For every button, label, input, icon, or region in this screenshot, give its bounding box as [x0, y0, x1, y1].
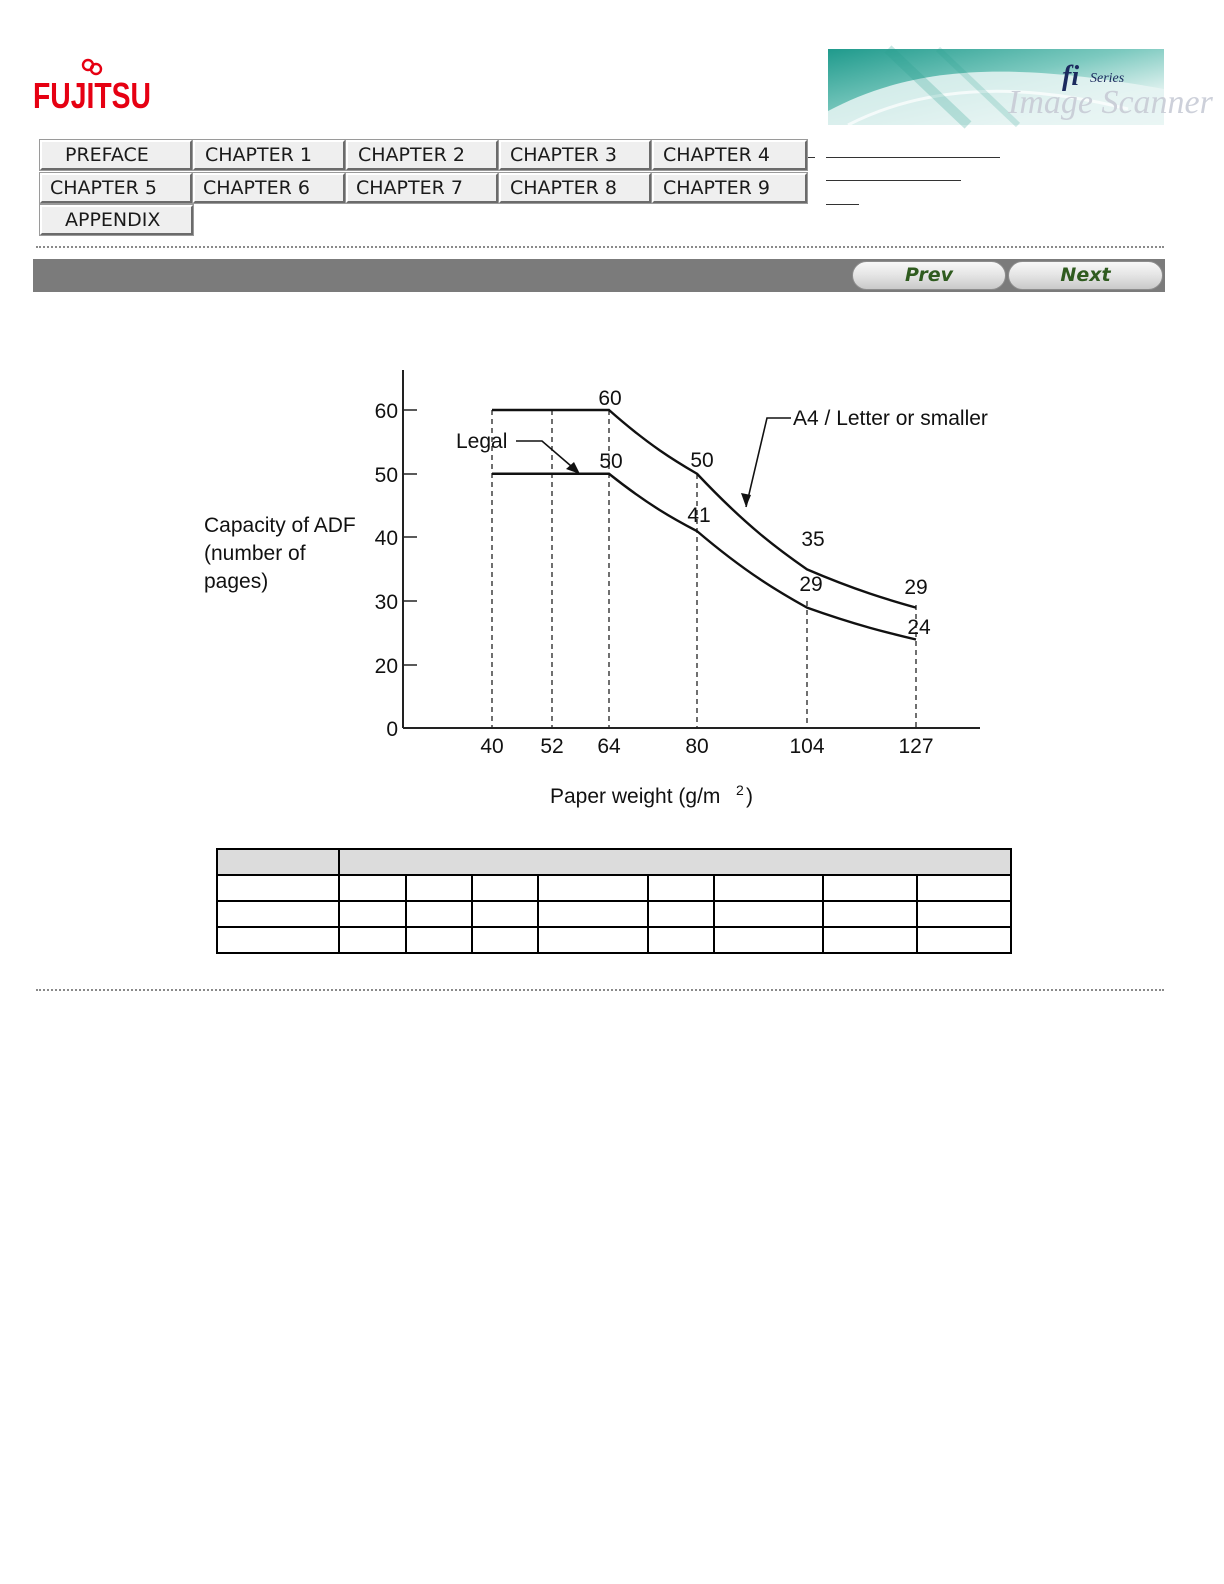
y-tick-label-50: 50	[374, 464, 398, 487]
table-cell	[714, 901, 823, 927]
capacity-table	[216, 848, 1012, 954]
x-tick-label-127: 127	[898, 735, 934, 758]
table-cell	[217, 875, 339, 901]
table-cell	[538, 875, 648, 901]
table-cell	[339, 901, 406, 927]
table-cell	[538, 927, 648, 953]
nav-chapter-5-button[interactable]: CHAPTER 5	[40, 173, 192, 203]
nav-chapter-8-button[interactable]: CHAPTER 8	[499, 173, 651, 203]
side-link-1[interactable]	[808, 157, 815, 158]
y-axis-title-line-3: pages)	[204, 570, 269, 593]
nav-chapter-4-button[interactable]: CHAPTER 4	[652, 140, 807, 170]
svg-text:fi: fi	[1062, 61, 1080, 92]
side-link-3-underline[interactable]	[826, 204, 859, 205]
legend-leader-a4	[746, 418, 791, 507]
fi-series-banner	[828, 49, 1213, 125]
data-label-s1-2: 50	[599, 450, 623, 473]
chart-svg	[190, 355, 1030, 825]
table-header-cell	[217, 849, 339, 875]
table-row	[217, 901, 1011, 927]
x-axis-title-close: )	[746, 785, 753, 808]
table-row	[217, 875, 1011, 901]
table-cell	[714, 875, 823, 901]
data-label-s0-2: 60	[598, 387, 622, 410]
prev-button[interactable]: Prev	[852, 261, 1006, 290]
table-cell	[648, 927, 714, 953]
data-label-s1-4: 29	[799, 573, 823, 596]
legend-label-a4: A4 / Letter or smaller	[793, 407, 988, 430]
side-link-2-underline[interactable]	[826, 180, 961, 181]
table-cell	[406, 875, 472, 901]
table-cell	[406, 901, 472, 927]
table-cell	[823, 901, 917, 927]
table-cell	[823, 927, 917, 953]
table-row	[217, 927, 1011, 953]
y-tick-label-30: 30	[374, 591, 398, 614]
svg-text:FUJITSU: FUJITSU	[33, 75, 151, 116]
table-cell	[472, 901, 538, 927]
fujitsu-logo-graphic	[32, 56, 154, 120]
next-button[interactable]: Next	[1008, 261, 1163, 290]
table-cell	[472, 875, 538, 901]
x-axis-title: Paper weight (g/m	[550, 785, 721, 808]
nav-chapter-3-button[interactable]: CHAPTER 3	[499, 140, 651, 170]
nav-chapter-9-button[interactable]: CHAPTER 9	[652, 173, 807, 203]
svg-text:Series: Series	[1090, 71, 1125, 86]
banner-graphic	[828, 49, 1213, 125]
table-cell	[339, 875, 406, 901]
table-cell	[917, 901, 1011, 927]
y-tick-label-20: 20	[374, 655, 398, 678]
legend-arrow-a4	[741, 493, 751, 507]
series-line-1	[492, 474, 916, 640]
x-axis-title-superscript: 2	[736, 782, 744, 798]
table-header-cell	[339, 849, 1011, 875]
nav-chapter-7-button[interactable]: CHAPTER 7	[346, 173, 498, 203]
nav-chapter-2-button[interactable]: CHAPTER 2	[346, 140, 498, 170]
data-label-s1-3: 41	[687, 504, 711, 527]
x-tick-label-104: 104	[789, 735, 825, 758]
nav-chapter-6-button[interactable]: CHAPTER 6	[193, 173, 345, 203]
table-cell	[648, 901, 714, 927]
y-tick-label-0: 0	[386, 718, 398, 741]
table-cell	[217, 927, 339, 953]
side-link-1-underline[interactable]	[826, 157, 1000, 158]
data-label-s0-3: 50	[690, 449, 714, 472]
y-axis-title-line-1: Capacity of ADF	[204, 514, 356, 537]
top-separator	[36, 246, 1164, 248]
x-tick-label-52: 52	[540, 735, 564, 758]
table-cell	[648, 875, 714, 901]
table-cell	[406, 927, 472, 953]
y-tick-label-60: 60	[374, 400, 398, 423]
y-axis-title-line-2: (number of	[204, 542, 306, 565]
table-header-row	[217, 849, 1011, 875]
data-label-s0-5: 29	[904, 576, 928, 599]
page-toolbar	[33, 259, 1165, 292]
nav-preface-button[interactable]: PREFACE	[40, 140, 192, 170]
nav-appendix-button[interactable]: APPENDIX	[40, 205, 193, 235]
table-cell	[917, 875, 1011, 901]
table-cell	[538, 901, 648, 927]
svg-text:Image Scanner: Image Scanner	[1008, 84, 1213, 121]
adf-capacity-chart	[190, 355, 1030, 825]
bottom-separator	[36, 989, 1164, 991]
table-cell	[339, 927, 406, 953]
data-label-s0-4: 35	[801, 528, 825, 551]
x-tick-label-80: 80	[685, 735, 709, 758]
table-cell	[217, 901, 339, 927]
y-tick-label-40: 40	[374, 527, 398, 550]
data-label-s1-5: 24	[907, 616, 931, 639]
fujitsu-logo	[32, 56, 154, 120]
table-cell	[917, 927, 1011, 953]
x-tick-label-64: 64	[597, 735, 621, 758]
table-cell	[823, 875, 917, 901]
table-cell	[714, 927, 823, 953]
table-cell	[472, 927, 538, 953]
legend-label-legal: Legal	[456, 430, 508, 453]
nav-chapter-1-button[interactable]: CHAPTER 1	[193, 140, 345, 170]
x-tick-label-40: 40	[480, 735, 504, 758]
